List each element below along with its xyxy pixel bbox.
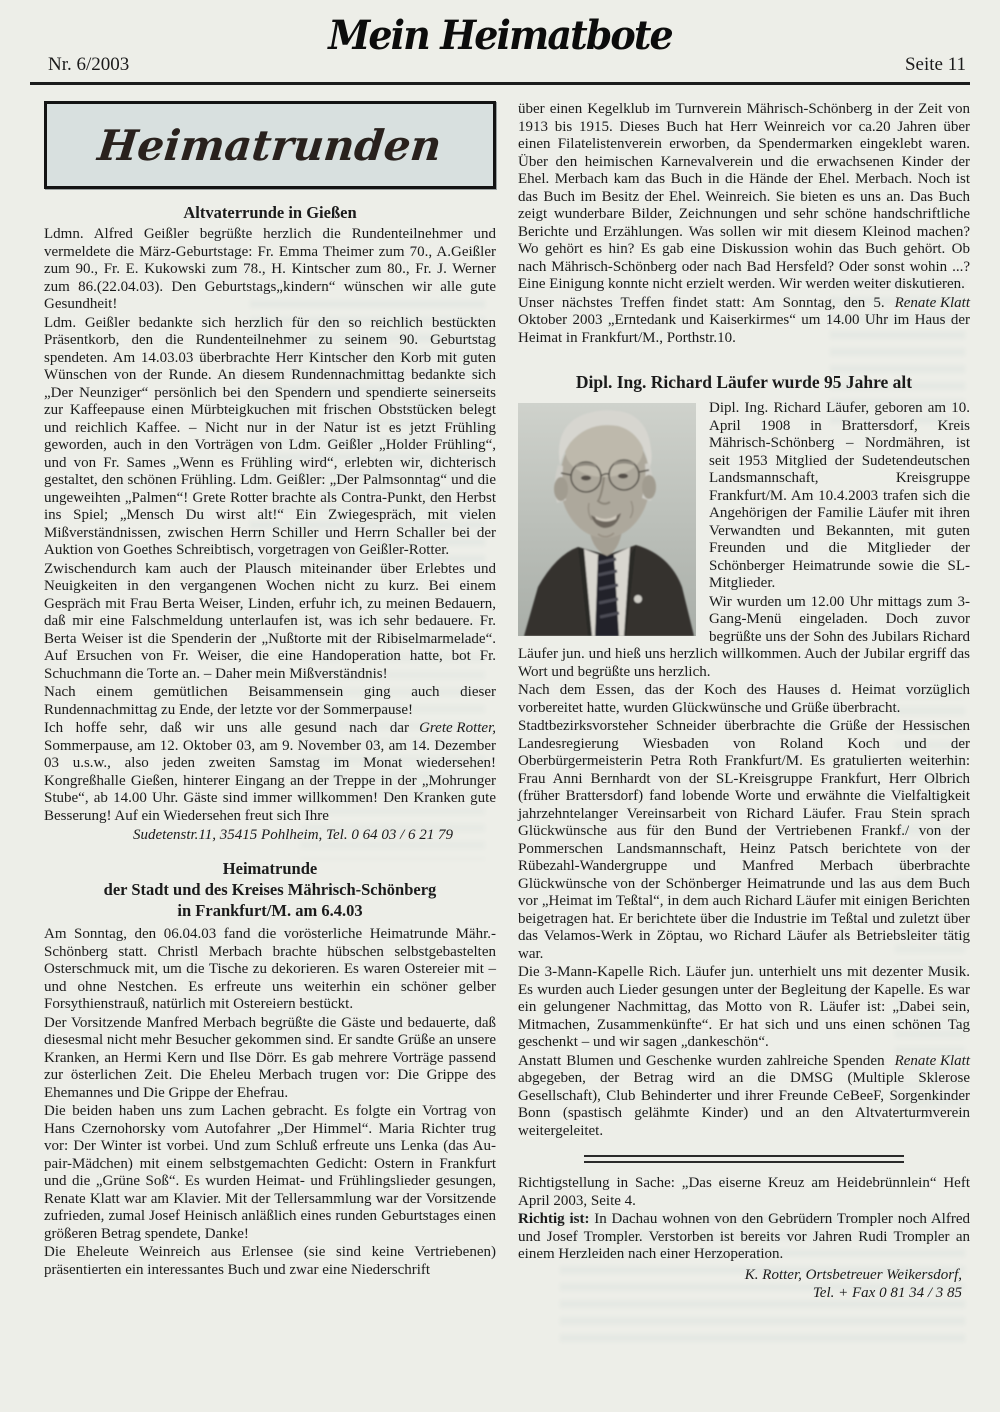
banner-script-text: Heimatrunden: [95, 120, 445, 170]
article1-body: [44, 226, 496, 719]
paragraph: Ldmn. Alfred Geißler begrüßte herzlich die Rundenteilnehmer und vermeldete die März-Geburtstage: Fr. Emma Theimer zum 70., A.Geißler zum 90., Fr. E. Kukowski zum 78., H. Kintscher zum 80., Fr. J. Werner zum 86.(22.04.03). Den Geburtstags„kindern“ wünschen wir alle gute Gesundheit!: [44, 226, 496, 312]
article3-body: [518, 400, 970, 1141]
correction-block: [518, 1175, 970, 1303]
right-column: [518, 101, 970, 1412]
meeting-note-with-signature: Renate Klatt Unser nächstes Treffen findet statt: Am Sonntag, den 5. Oktober 2003 „Erntedank und Kaiserkirmes“ um 14.00 Uhr im Haus der Heimat in Frankfurt/M., Porthstr.10.: [518, 294, 970, 346]
page-header: [30, 0, 970, 85]
correction-lead: Richtig ist:: [518, 1211, 590, 1227]
content-columns: [0, 85, 1000, 1412]
correction-intro: Richtigstellung in Sache: „Das eiserne Kreuz am Heidebrünnlein“ Heft April 2003, Seite 4.: [518, 1175, 970, 1209]
paragraph: Nach dem Essen, das der Koch des Hauses d. Heimat vorzüglich vorbereitet hatte, wurden Glückwünsche und Grüße überbracht.: [518, 682, 970, 716]
masthead-title: Mein Heimatbote: [328, 12, 672, 59]
double-rule-divider: [584, 1155, 904, 1163]
paragraph: Dipl. Ing. Richard Läufer, geboren am 10. April 1908 in Brattersdorf, Kreis Mährisch-Schönberg – Nordmähren, ist seit 1953 Mitglied der Sudetendeutschen Landsmannschaft, Kreisgruppe Frankfurt/M. Am 10.4.2003 trafen sich die Angehörigen der Familie Läufer mit ihren Verwandten und Bekannten, mit guten Freunden und die Mitglieder der Schönberger Heimatrunde sowie die SL-Mitglieder.: [709, 400, 970, 591]
portrait-photo-richard-laeufer: [518, 403, 696, 636]
paragraph: Wir wurden um 12.00 Uhr mittags zum 3-Gang-Menü eingeladen. Doch zuvor begrüßte uns der Sohn des Jubilars Richard Läufer jun. und hieß uns herzlich willkommen. Auch der Jubilar ergriff das Wort und begrüßte uns herzlich.: [518, 593, 970, 680]
signature-renate-klatt: Renate Klatt: [894, 1052, 970, 1069]
paragraph-with-signature: Renate Klatt Anstatt Blumen und Geschenke wurden zahlreiche Spenden abgegeben, der Betrag wird an die DMSG (Multiple Sklerose Gesellschaft), Club Behinderter und ihrer Freunde CeBeeF, Sorgenkinder Bonn (spastisch gelähmte Kinder) und an den Altvaterturmverein weitergeleitet.: [518, 1052, 970, 1139]
page-number: Seite 11: [904, 54, 966, 75]
paragraph: Die Eheleute Weinreich aus Erlensee (sie sind keine Vertriebenen) präsentierten ein interessantes Buch und zwar eine Niederschrift: [44, 1244, 496, 1278]
paragraph: Die 3-Mann-Kapelle Rich. Läufer jun. unterhielt uns mit dezenter Musik. Es wurden auch Lieder gesungen unter der Begleitung der Kapelle. Es war ein gelungener Nachmittag, das Motto von R. Läufer ist: „Dabei sein, Mitmachen, Zusammenkünfte“. Er hat sich und uns einen schönen Tag geschenkt – und wir sagen „dankeschön“.: [518, 964, 970, 1050]
signature-renate-klatt: Renate Klatt: [894, 294, 970, 311]
paragraph-with-signature: Grete Rotter, Ich hoffe sehr, daß wir uns alle gesund nach dar Sommerpause, am 12. Oktober 03, am 9. November 03, am 14. Dezember 03 u.s.w., also jeden zweiten Samstag im Monat wiedersehen! Kongreßhalle Gießen, hinterer Eingang an der Treppe in der „Mohrunger Stube“, ab 14.00 Uhr. Gäste sind immer willkommen! Den Kranken gute Besserung! Auf ein Wiedersehen freut sich Ihre: [44, 720, 496, 824]
article-title-richard-laeufer: Dipl. Ing. Richard Läufer wurde 95 Jahre alt: [575, 372, 913, 392]
paragraph: Ldm. Geißler bedankte sich herzlich für den so reichlich bestückten Präsentkorb, den die Rundenteilnehmer zu seinem 90. Geburtstag spendeten. Am 14.03.03 überbrachte Herr Kintscher den Korb mit guten Wünschen von der Runde. An diesem Rundennachmittag bedankte sich „Der Neunziger“ persönlich bei den Spendern und spendierte seinerseits zur Kaffeepause einen Mürbteigkuchen mit frischen Obststücken belegt und reichlich Kaffee. – Nicht nur in der Natur ist es jetzt Frühling geworden, auch in den Vorträgen von Ldm. Geißler „Holder Frühling“, und von Fr. Sames „Wenn es Frühling wird“, erlebten wir, dichterisch gestaltet, den schönen Frühling. Ldm. Geißler: „Der Palmsonntag“ und die ungeweihten „Palmen“! Grete Rotter brachte als Contra-Punkt, den Herbst ins Spiel; „Mensch Du wirst alt!“ Ein Zwiegespräch, mit vielen Mißverständnissen, zwischen Herrn Schiller und Herrn Schaller bei der Auktion von Goethes Schreibtisch, vorgetragen von Geißler-Rotter.: [44, 314, 496, 558]
address-line: Sudetenstr.11, 35415 Pohlheim, Tel. 0 64 03 / 6 21 79: [133, 827, 453, 843]
paragraph: Zwischendurch kam auch der Plausch miteinander über Erlebtes und Neuigkeiten in den vergangenen Wochen nicht zu kurz. Bei einem Gespräch mit Frau Berta Weiser, Linden, erfuhr ich, zu meinen Bedauern, daß mir eine Falschmeldung unterlaufen ist, was ich sehr bedauere. Fr. Berta Weiser ist die Spenderin der „Nußtorte mit der Ribiselmarmelade“. Auf Ersuchen von Fr. Weiser, die eine Handoperation hatte, bot Fr. Schuchmann die Torte an. – Daher mein Mißverständnis!: [44, 560, 496, 682]
paragraph: Am Sonntag, den 06.04.03 fand die vorösterliche Heimatrunde Mähr.-Schönberg statt. Christl Merbach brachte hübschen selbstgebastelten Osterschmuck mit, um die Tische zu dekorieren. Es waren Ostereier mit – und ohne Nestchen. Es erfreute uns weiterhin ein schöner gelber Forsythienstrauß, natürlich mit Ostereiern bestückt.: [44, 926, 496, 1012]
paragraph: Die beiden haben uns zum Lachen gebracht. Es folgte ein Vortrag von Hans Czernohorsky vom Autofahrer „Der Himmel“. Maria Richter trug vor: Der Winter ist vorbei. Und zum Schluß erfreute uns Lenka (das Au-pair-Mädchen) mit einem selbstgemachten Gedicht: Ostern in Frankfurt und die „Grüne Soß“. Es wurden Heimat- und Frühlingslieder gesungen, Renate Klatt war am Klavier. Mit der Tellersammlung war der Vorsitzende zufrieden, zumal Josef Heinisch anläßlich eines runden Geburtstages einen größeren Betrag spendete, Danke!: [44, 1103, 496, 1242]
article-title-heimatrunde: Heimatrunde der Stadt und des Kreises Mährisch-Schönberg in Frankfurt/M. am 6.4.03: [103, 859, 437, 920]
signature-grete-rotter: Grete Rotter,: [419, 720, 496, 736]
article2-continuation: [518, 101, 970, 294]
issue-number: Nr. 6/2003: [48, 54, 130, 75]
article-title-altvaterrunde: Altvaterrunde in Gießen: [183, 203, 357, 222]
article2-body: [44, 926, 496, 1279]
correction-signature: K. Rotter, Ortsbetreuer Weikersdorf, Tel. + Fax 0 81 34 / 3 85: [744, 1266, 962, 1301]
paragraph: Stadtbezirksvorsteher Schneider überbrachte die Grüße der Hessischen Landesregierung Wiesbaden von Roland Koch und der Oberbürgermeisterin Petra Roth Frankfurt/M. Es gratulierten weiterhin: Frau Anni Bernhardt von der SL-Kreisgruppe Frankfurt, Herr Olbrich (früher Brattersdorf) fand lobende Worte und erwähnte die Vielfaltigkeit jahrzehntelanger Vereinsarbeit von Richard Läufer. Frau Stein sprach Glückwünsche aus für den Bund der Vertriebenen Frankf./ von der Pommerschen Landsmannschaft, Heinz Patsch berichtete von der Rübezahl-Wandergruppe und Manfred Merbach überbrachte Glückwünsche von der Schönberger Heimatrunde und las aus dem Buch vor „Heimat im Teßtal“, in dem auch Richard Läufer mit einigen Berichten beigetragen hat. Er berichtete über die Industrie im Teßtal und zuletzt über das Velamos-Werk in Zöptau, wo Richard Läufer als Betriebsleiter tätig war.: [518, 718, 970, 962]
paragraph: Nach einem gemütlichen Beisammensein ging auch dieser Rundennachmittag zu Ende, der letzte vor der Sommerpause!: [44, 684, 496, 718]
left-column: [44, 101, 496, 1412]
paragraph: über einen Kegelklub im Turnverein Mährisch-Schönberg in der Zeit von 1913 bis 1915. Dieses Buch hat Herr Weinreich vor ca.20 Jahren über einen Filatelistenverein erworben, da Spendermarken eingeklebt waren. Über den heimischen Karnevalverein und die erwachsenen Kinder der Ehel. Merbach kam das Buch in die Hände der Ehel. Merbach. Noch ist das Buch im Besitz der Ehel. Weinreich. Sie bieten es uns an. Das Buch zeigt wunderbare Bilder, Zeichnungen und sehr schöne handschriftliche Berichte und Erzählungen. Was sollen wir mit diesem Kleinod machen? Wo gehört es hin? Es gab eine Diskussion wohin das Buch gehört. Ob nach Mährisch-Schönberg oder nach Bad Hersfeld? Oder sonst wohin ...? Eine Einigung konnte nicht erzielt werden. Wir werden weiter diskutieren.: [518, 101, 970, 292]
paragraph: Der Vorsitzende Manfred Merbach begrüßte die Gäste und bedauerte, daß diesesmal nicht mehr Besucher gekommen sind. Er sandte Grüße an unsere Kranken, an Hermi Kern und Ilse Dörr. Es gab mehrere Vorträge passend zur österlichen Zeit. Die Eheleu Merbach trugen vor: Die Grippe des Ehemannes und Die Grippe der Ehefrau.: [44, 1014, 496, 1101]
heimatrunden-banner: [44, 101, 496, 189]
correction-text: Richtig ist: In Dachau wohnen von den Gebrüdern Trompler noch Alfred und Josef Trompler. Verstorben ist bereits vor Jahren Rudi Trompler an einem Herzleiden nach einer Herzoperation.: [518, 1211, 970, 1262]
